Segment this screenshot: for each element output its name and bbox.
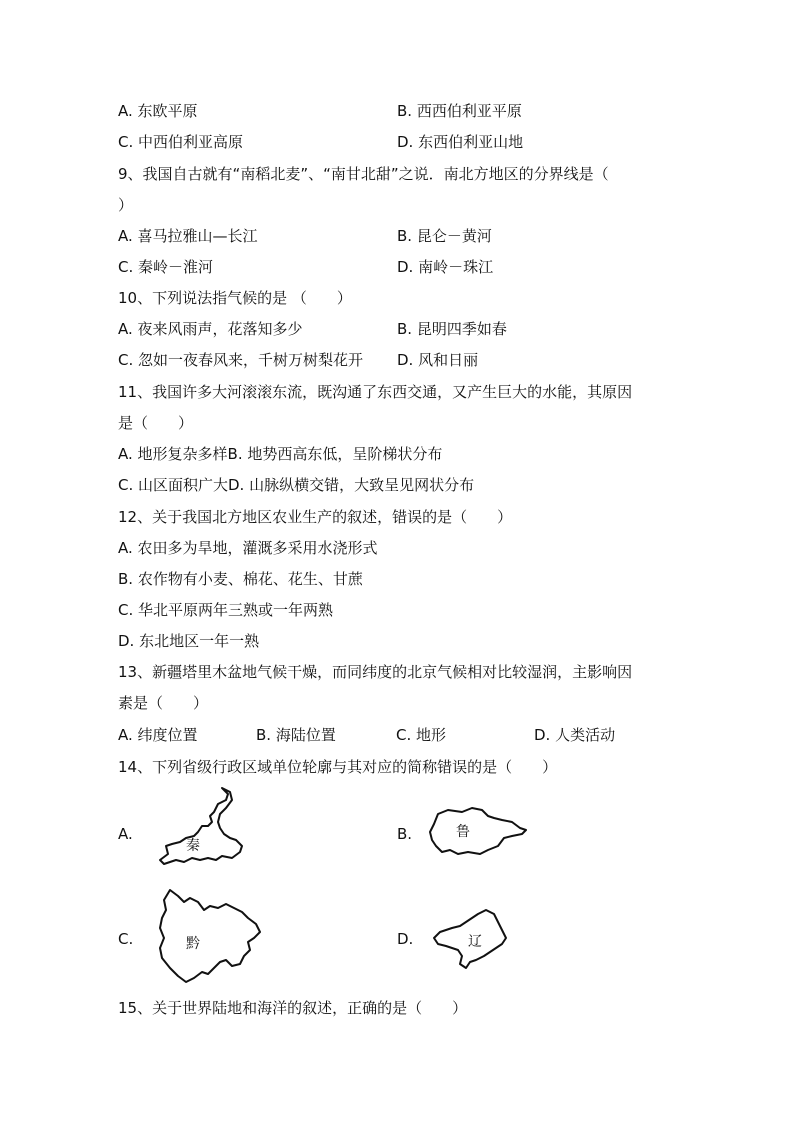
q9-stem: 9、我国自古就有“南稻北麦”、“南甘北甜”之说．南北方地区的分界线是（ bbox=[118, 165, 609, 183]
q13-stem: 13、新疆塔里木盆地气候干燥，而同纬度的北京气候相对比较湿润，主影响因 bbox=[118, 663, 633, 681]
q10-stem: 10、下列说法指气候的是 （ ） bbox=[118, 289, 352, 307]
q13-stem-cont: 素是（ ） bbox=[118, 694, 209, 712]
q14-map-b-char: 鲁 bbox=[456, 824, 470, 840]
q10-option-d: D. 风和日丽 bbox=[397, 351, 479, 369]
q10-option-c: C. 忽如一夜春风来，千树万树梨花开 bbox=[118, 351, 364, 369]
q8-option-d: D. 东西伯利亚山地 bbox=[397, 133, 524, 151]
q9-option-c: C. 秦岭－淮河 bbox=[118, 258, 214, 276]
q14-label-d: D. bbox=[397, 930, 414, 948]
q12-stem: 12、关于我国北方地区农业生产的叙述，错误的是（ ） bbox=[118, 508, 513, 526]
q9-option-b: B. 昆仑－黄河 bbox=[397, 227, 492, 245]
q14-map-c-char: 黔 bbox=[186, 936, 200, 952]
q10-option-a: A. 夜来风雨声，花落知多少 bbox=[118, 320, 303, 338]
q14-label-b: B. bbox=[397, 825, 413, 843]
q11-stem: 11、我国许多大河滚滚东流，既沟通了东西交通，又产生巨大的水能，其原因 bbox=[118, 383, 633, 401]
q13-option-d: D. 人类活动 bbox=[534, 726, 616, 744]
q9-stem-cont: ） bbox=[118, 196, 134, 214]
q11-options-cd: C. 山区面积广大D. 山脉纵横交错，大致呈见网状分布 bbox=[118, 476, 475, 494]
q12-option-c: C. 华北平原两年三熟或一年两熟 bbox=[118, 601, 334, 619]
q12-option-d: D. 东北地区一年一熟 bbox=[118, 632, 260, 650]
shaanxi-outline-map bbox=[156, 786, 252, 866]
q14-map-d-char: 辽 bbox=[468, 934, 482, 950]
q13-option-a: A. 纬度位置 bbox=[118, 726, 198, 744]
q11-options-ab: A. 地形复杂多样B. 地势西高东低，呈阶梯状分布 bbox=[118, 445, 443, 463]
q9-option-d: D. 南岭－珠江 bbox=[397, 258, 494, 276]
q8-option-c: C. 中西伯利亚高原 bbox=[118, 133, 244, 151]
q14-label-a: A. bbox=[118, 825, 133, 843]
shandong-outline-map bbox=[428, 806, 532, 858]
guizhou-outline-map bbox=[156, 888, 264, 986]
q8-option-a: A. 东欧平原 bbox=[118, 102, 198, 120]
q9-option-a: A. 喜马拉雅山—长江 bbox=[118, 227, 258, 245]
q12-option-a: A. 农田多为旱地，灌溉多采用水浇形式 bbox=[118, 539, 378, 557]
q13-option-b: B. 海陆位置 bbox=[256, 726, 336, 744]
q12-option-b: B. 农作物有小麦、棉花、花生、甘蔗 bbox=[118, 570, 363, 588]
q11-stem-cont: 是（ ） bbox=[118, 414, 194, 432]
liaoning-outline-map bbox=[432, 908, 508, 970]
q15-stem: 15、关于世界陆地和海洋的叙述，正确的是（ ） bbox=[118, 999, 468, 1017]
q14-label-c: C. bbox=[118, 930, 134, 948]
q13-options bbox=[118, 725, 638, 745]
q8-option-b: B. 西西伯利亚平原 bbox=[397, 102, 522, 120]
q10-option-b: B. 昆明四季如春 bbox=[397, 320, 507, 338]
q14-map-a-char: 秦 bbox=[186, 838, 200, 854]
q14-stem: 14、下列省级行政区域单位轮廓与其对应的简称错误的是（ ） bbox=[118, 758, 558, 776]
q13-option-c: C. 地形 bbox=[396, 726, 447, 744]
